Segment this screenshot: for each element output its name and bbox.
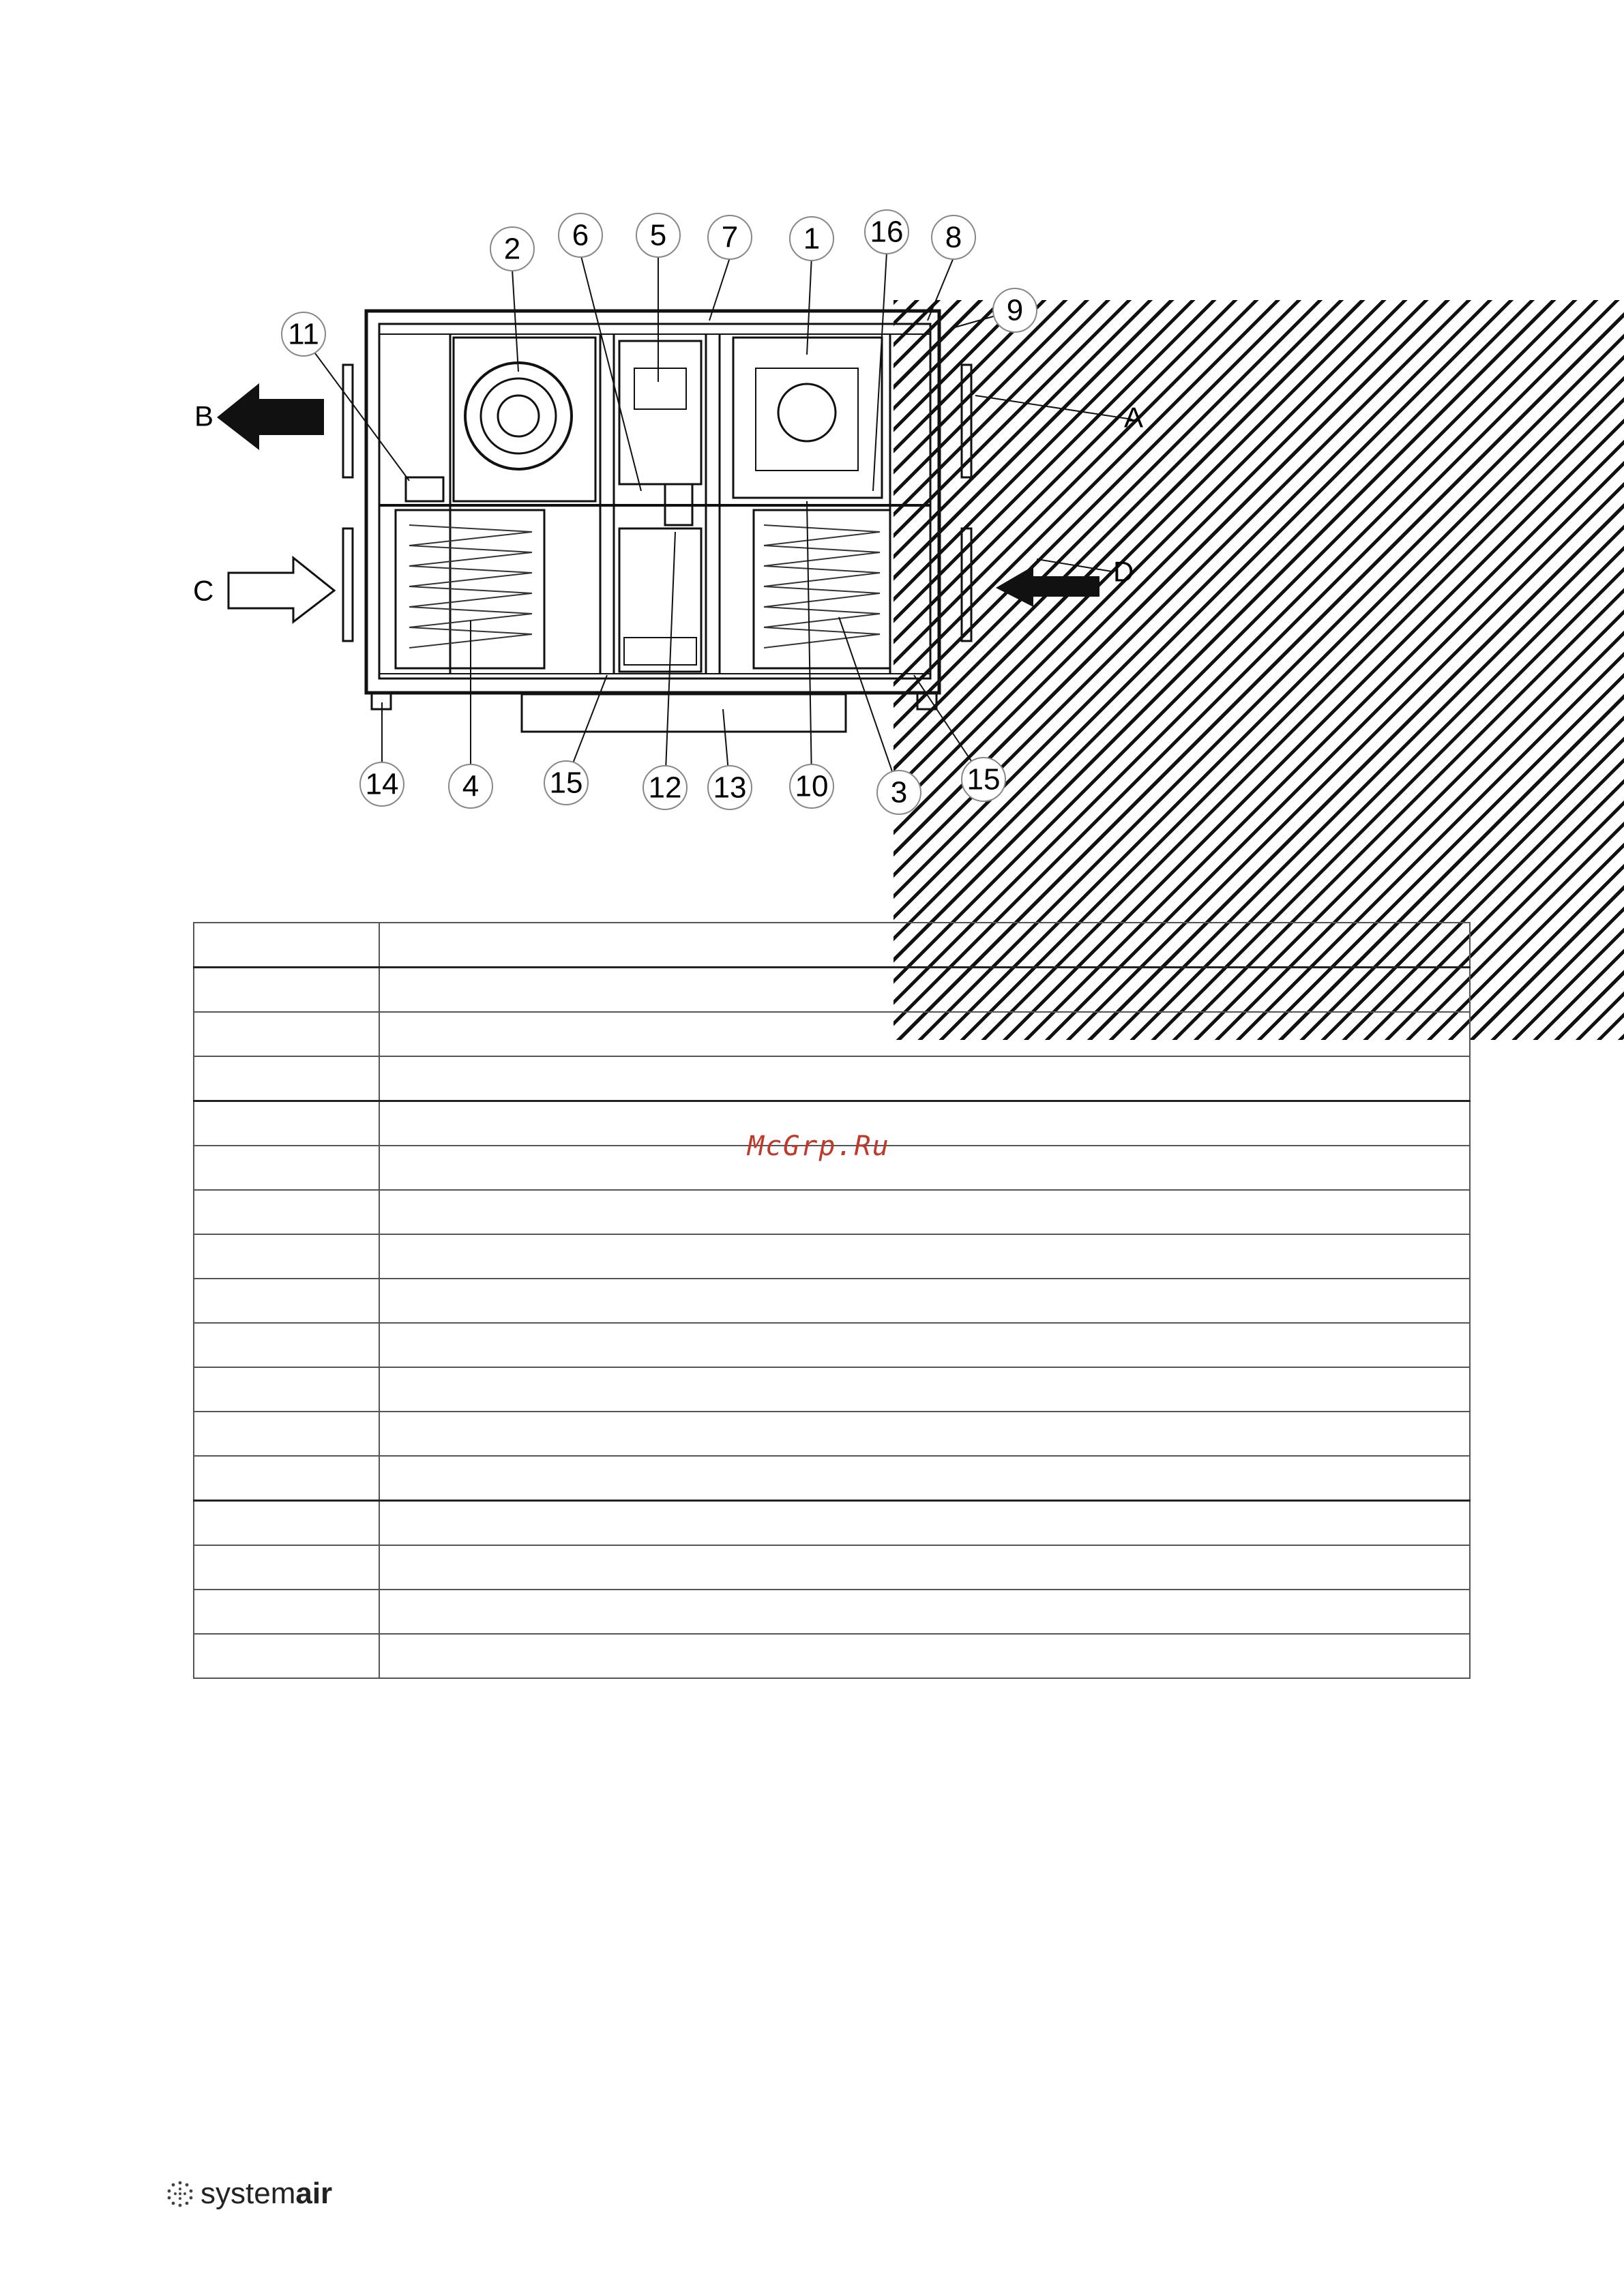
legend-number-cell xyxy=(194,968,379,1013)
legend-table xyxy=(193,922,1471,1679)
legend-number-cell xyxy=(194,1367,379,1412)
legend-description-cell xyxy=(379,1456,1470,1501)
legend-row xyxy=(194,1323,1470,1367)
legend-description-cell xyxy=(379,1012,1470,1056)
legend-row xyxy=(194,1279,1470,1323)
drain-pan xyxy=(522,694,846,732)
callout-8: 8 xyxy=(945,220,962,254)
callout-15a: 15 xyxy=(549,766,583,800)
legend-number-cell xyxy=(194,1279,379,1323)
legend-description-cell xyxy=(379,1412,1470,1456)
watermark: McGrp.Ru xyxy=(748,1131,890,1162)
callout-13: 13 xyxy=(713,771,747,805)
legend-row xyxy=(194,1456,1470,1501)
legend-row xyxy=(194,1234,1470,1279)
legend-description-cell xyxy=(379,923,1470,968)
duct-C xyxy=(343,528,353,641)
legend-row xyxy=(194,1190,1470,1234)
legend-description-cell xyxy=(379,1146,1470,1190)
callout-14: 14 xyxy=(365,767,399,801)
label-C: C xyxy=(193,574,214,607)
callout-7: 7 xyxy=(721,220,739,254)
legend-row xyxy=(194,1634,1470,1678)
legend-number-cell xyxy=(194,1056,379,1101)
callout-9: 9 xyxy=(1006,293,1024,327)
duct-D xyxy=(962,528,971,641)
callout-4: 4 xyxy=(462,769,479,803)
unit-diagram xyxy=(0,0,1624,886)
legend-description-cell xyxy=(379,1590,1470,1634)
brand-name: systemair xyxy=(201,2177,333,2210)
legend-row xyxy=(194,1412,1470,1456)
legend-row xyxy=(194,1367,1470,1412)
label-A: A xyxy=(1124,401,1144,434)
legend-description-cell xyxy=(379,968,1470,1013)
legend-description-cell xyxy=(379,1545,1470,1590)
duct-B xyxy=(343,365,353,477)
legend-number-cell xyxy=(194,1323,379,1367)
callout-11: 11 xyxy=(288,317,319,351)
legend-row xyxy=(194,1590,1470,1634)
callout-3: 3 xyxy=(890,775,908,809)
legend-number-cell xyxy=(194,1146,379,1190)
legend-description-cell xyxy=(379,1367,1470,1412)
heat-exchanger-top xyxy=(619,341,701,484)
legend-number-cell xyxy=(194,1590,379,1634)
fan-1-motor xyxy=(778,384,836,441)
legend-description-cell xyxy=(379,1501,1470,1546)
legend-number-cell xyxy=(194,1190,379,1234)
legend-number-cell xyxy=(194,1101,379,1146)
label-B: B xyxy=(194,400,214,432)
legend-row xyxy=(194,1545,1470,1590)
legend-number-cell xyxy=(194,1012,379,1056)
legend-description-cell xyxy=(379,1234,1470,1279)
legend-row xyxy=(194,1012,1470,1056)
legend-number-cell xyxy=(194,1234,379,1279)
callout-2: 2 xyxy=(503,232,521,266)
arrow-C xyxy=(228,558,334,622)
callout-12: 12 xyxy=(648,771,682,805)
legend-description-cell xyxy=(379,1056,1470,1101)
duct-A xyxy=(962,365,971,477)
legend-description-cell xyxy=(379,1634,1470,1678)
logo-dot-icon xyxy=(166,2180,194,2207)
label-D: D xyxy=(1113,555,1134,588)
legend-description-cell xyxy=(379,1323,1470,1367)
callout-1: 1 xyxy=(803,222,821,256)
callout-10: 10 xyxy=(795,769,829,803)
systemair-logo xyxy=(166,2177,332,2211)
legend-description-cell xyxy=(379,1101,1470,1146)
legend-number-cell xyxy=(194,923,379,968)
legend-number-cell xyxy=(194,1456,379,1501)
arrow-D xyxy=(996,566,1099,607)
callout-5: 5 xyxy=(649,218,667,252)
callout-15b: 15 xyxy=(966,762,1001,796)
callout-16: 16 xyxy=(870,215,904,249)
legend-number-cell xyxy=(194,1545,379,1590)
legend-number-cell xyxy=(194,1501,379,1546)
legend-row xyxy=(194,1501,1470,1546)
legend-row xyxy=(194,1056,1470,1101)
legend-row xyxy=(194,968,1470,1013)
legend-description-cell xyxy=(379,1279,1470,1323)
heat-exchanger-bottom xyxy=(619,528,701,672)
arrow-B xyxy=(217,383,324,450)
legend-row xyxy=(194,923,1470,968)
legend-description-cell xyxy=(379,1190,1470,1234)
callout-6: 6 xyxy=(572,218,589,252)
legend-number-cell xyxy=(194,1412,379,1456)
legend-number-cell xyxy=(194,1634,379,1678)
